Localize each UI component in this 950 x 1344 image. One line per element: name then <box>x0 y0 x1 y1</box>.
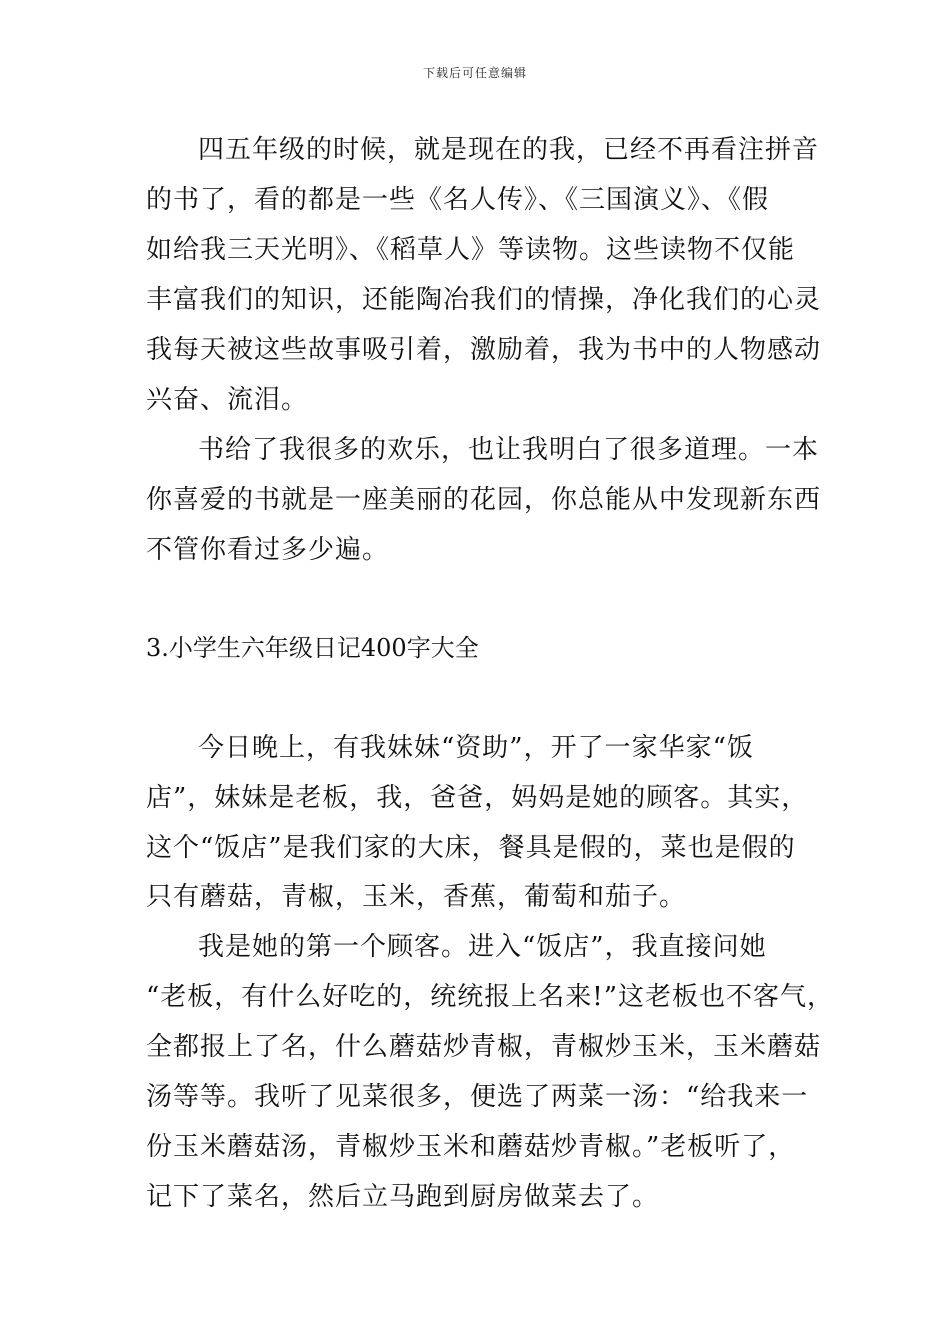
paragraph-line: “老板，有什么好吃的，统统报上名来!”这老板也不客气， <box>146 982 835 1012</box>
paragraph-line: 我每天被这些故事吸引着，激励着，我为书中的人物感动 <box>146 335 822 365</box>
header-note: 下载后可任意编辑 <box>422 66 527 80</box>
paragraph-line: 丰富我们的知识，还能陶冶我们的情操，净化我们的心灵 <box>146 285 822 315</box>
paragraph-line: 份玉米蘑菇汤，青椒炒玉米和蘑菇炒青椒。”老板听了， <box>146 1132 796 1162</box>
paragraph-line: 这个“饭店”是我们家的大床，餐具是假的，菜也是假的 <box>146 833 796 863</box>
paragraph-line: 记下了菜名，然后立马跑到厨房做菜去了。 <box>146 1182 660 1212</box>
paragraph-line: 你喜爱的书就是一座美丽的花园，你总能从中发现新东西 <box>146 485 822 515</box>
paragraph-line: 全都报上了名，什么蘑菇炒青椒，青椒炒玉米，玉米蘑菇 <box>146 1032 822 1062</box>
paragraph-line: 如给我三天光明》、《稻草人》等读物。这些读物不仅能 <box>146 235 796 265</box>
paragraph-line: 书给了我很多的欢乐，也让我明白了很多道理。一本 <box>198 435 820 465</box>
paragraph-line: 不管你看过多少遍。 <box>146 535 390 565</box>
paragraph-line: 今日晚上，有我妹妹“资助”，开了一家华家“饭 <box>198 733 754 763</box>
paragraph-line: 汤等等。我听了见菜很多，便选了两菜一汤：“给我来一 <box>146 1082 809 1112</box>
paragraph-line: 我是她的第一个顾客。进入“饭店”，我直接问她 <box>198 932 767 962</box>
paragraph-line: 的书了，看的都是一些《名人传》、《三国演义》、《假 <box>146 185 770 215</box>
paragraph-line: 店”，妹妹是老板，我，爸爸，妈妈是她的顾客。其实， <box>146 783 809 813</box>
section-title: 3.小学生六年级日记400字大全 <box>146 634 479 662</box>
paragraph-line: 兴奋、流泪。 <box>146 385 309 415</box>
paragraph-line: 只有蘑菇，青椒，玉米，香蕉，葡萄和茄子。 <box>146 882 687 912</box>
paragraph-line: 四五年级的时候，就是现在的我，已经不再看注拼音 <box>198 135 820 165</box>
